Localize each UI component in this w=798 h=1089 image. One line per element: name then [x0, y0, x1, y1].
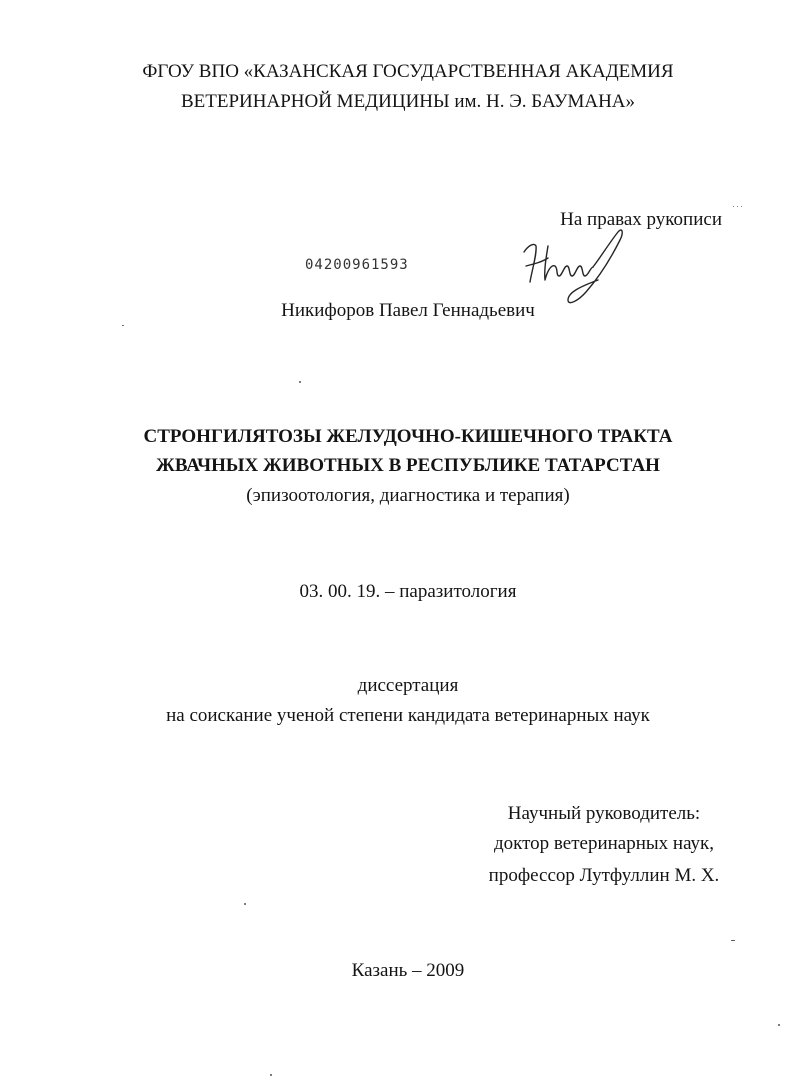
thesis-subtitle: (эпизоотология, диагностика и терапия) — [246, 485, 570, 506]
place-and-year: Казань – 2009 — [351, 960, 465, 981]
scan-speck — [244, 903, 246, 905]
scan-speck — [270, 1074, 272, 1076]
document-type: диссертация — [357, 675, 459, 696]
scan-speck — [299, 381, 301, 383]
degree-purpose: на соискание ученой степени кандидата ветеринарных наук — [166, 705, 650, 726]
scan-speck — [778, 1024, 780, 1026]
thesis-title-line-1: СТРОНГИЛЯТОЗЫ ЖЕЛУДОЧНО-КИШЕЧНОГО ТРАКТА — [143, 426, 673, 447]
supervisor-label: Научный руководитель: — [507, 803, 701, 824]
scan-speck — [122, 325, 124, 326]
supervisor-degree: доктор ветеринарных наук, — [493, 833, 715, 854]
author-signature — [516, 226, 626, 308]
scan-speck — [733, 206, 734, 207]
specialty-code: 03. 00. 19. – паразитология — [299, 581, 517, 602]
scan-speck — [737, 206, 738, 207]
thesis-title-line-2: ЖВАЧНЫХ ЖИВОТНЫХ В РЕСПУБЛИКЕ ТАТАРСТАН — [156, 455, 660, 476]
institution-line-2: ВЕТЕРИНАРНОЙ МЕДИЦИНЫ им. Н. Э. БАУМАНА» — [180, 91, 636, 112]
scan-speck — [731, 940, 735, 941]
registration-number-stamp: 04200961593 — [305, 257, 409, 273]
institution-line-1: ФГОУ ВПО «КАЗАНСКАЯ ГОСУДАРСТВЕННАЯ АКАДЕМИЯ — [142, 61, 674, 82]
scan-speck — [741, 206, 742, 207]
author-name: Никифоров Павел Геннадьевич — [281, 300, 535, 321]
manuscript-rights-note: На правах рукописи — [560, 209, 722, 230]
supervisor-name: профессор Лутфуллин М. Х. — [488, 865, 720, 886]
